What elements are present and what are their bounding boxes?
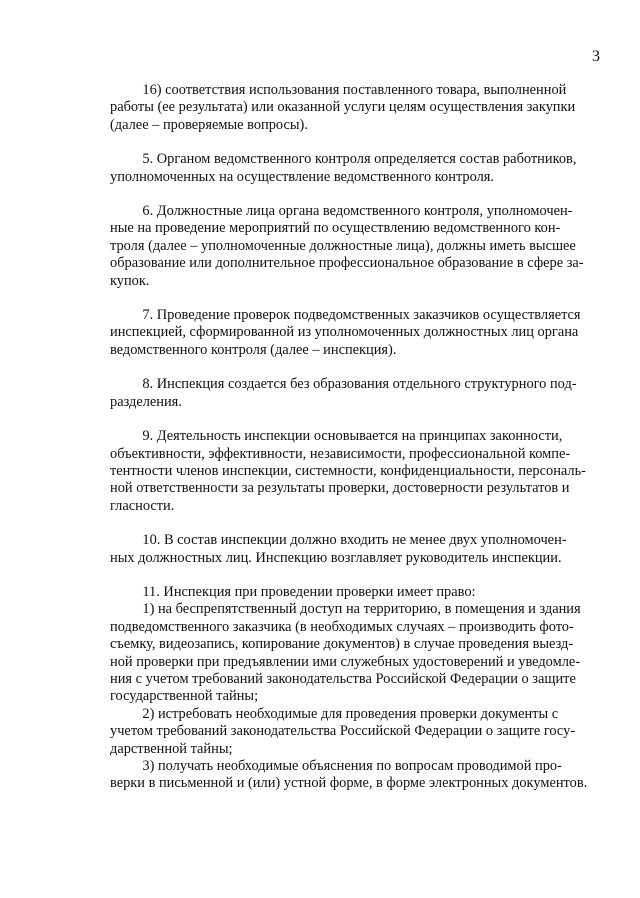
document-body [110, 82, 605, 793]
paragraph-11: 11. Инспекция при проведении проверки имеет право: [110, 583, 476, 600]
paragraph-11-item-1: 1) на беспрепятственный доступ на территорию, в помещения и здания подведомственного заказчика (в необходимых случаях – производить фото- съемку, видеозапись, копирование документов) в случае проведения выезд- ной проверки при предъявлении ими служебных удостоверений и уведомле- ния с учетом требований законодательства Российской Федерации о защите государственной тайны; [110, 601, 581, 705]
paragraph-7: 7. Проведение проверок подведомственных заказчиков осуществляется инспекцией, сформированной из уполномоченных должностных лиц органа ведомственного контроля (далее – инспекция). [110, 307, 581, 358]
paragraph-9: 9. Деятельность инспекции основывается на принципах законности, объективности, эффективности, независимости, профессиональной компе- тентности членов инспекции, системности, конфиденциальности, персональ- ной ответственности за результаты проверки, достоверности результатов и гласности. [110, 428, 586, 514]
paragraph-8: 8. Инспекция создается без образования отдельного структурного под- разделения. [110, 376, 577, 410]
paragraph-11-item-2: 2) истребовать необходимые для проведения проверки документы с учетом требований законодательства Российской Федерации о защите госу- дарственной тайны; [110, 705, 576, 757]
paragraph-11-item-3: 3) получать необходимые объяснения по вопросам проводимой про- верки в письменной и (или) устной форме, в форме электронных документов. [110, 758, 588, 792]
paragraph-6: 6. Должностные лица органа ведомственного контроля, уполномочен- ные на проведение мероприятий по осуществлению ведомственного кон- троля (далее – уполномоченные должностные лица), должны иметь высшее образование или дополнительное профессиональное образование в сфере за- купок. [110, 203, 584, 289]
paragraph-10: 10. В состав инспекции должно входить не менее двух уполномочен- ных должностных лиц. Инспекцию возглавляет руководитель инспекции. [110, 532, 567, 566]
paragraph-5: 5. Органом ведомственного контроля определяется состав работников, уполномоченных на осуществление ведомственного контроля. [110, 151, 577, 185]
page-number: 3 [592, 48, 600, 65]
paragraph-16: 16) соответствия использования поставленного товара, выполненной работы (ее результата) или оказанной услуги целям осуществления закупки (далее – проверяемые вопросы). [110, 82, 576, 133]
